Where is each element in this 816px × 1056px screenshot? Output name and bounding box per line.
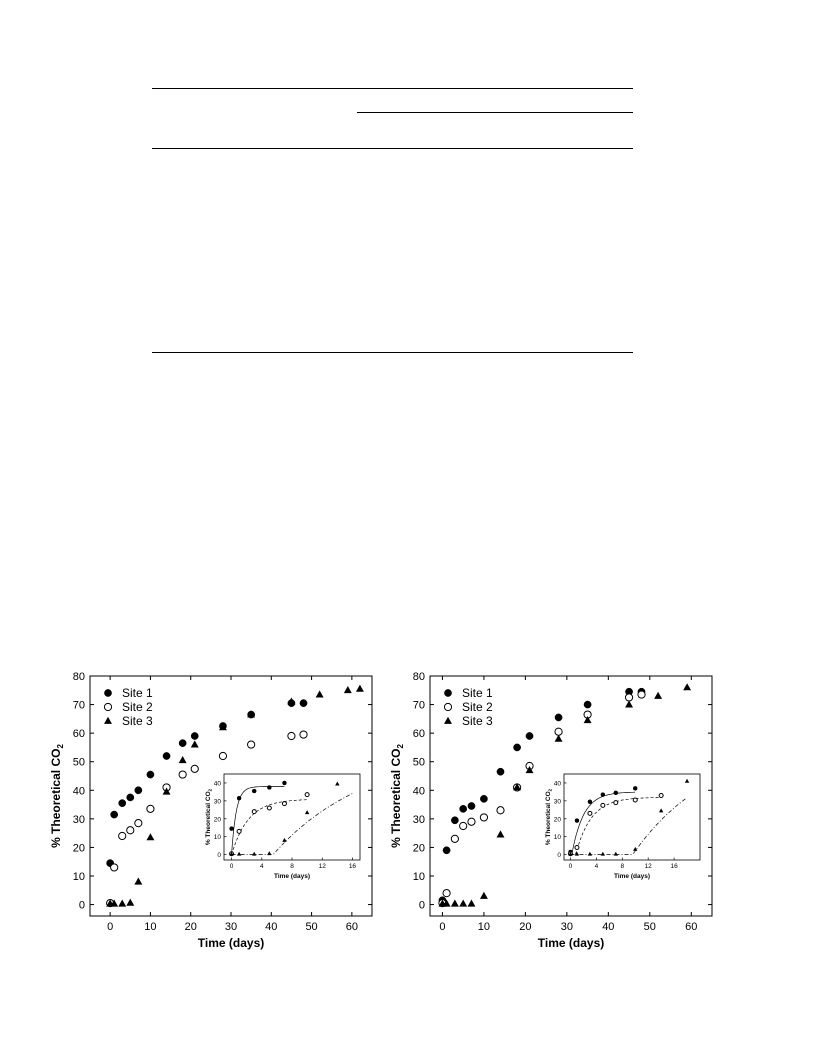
data-point (683, 683, 691, 690)
y-tick-label: 80 (412, 671, 425, 683)
data-point (555, 728, 562, 735)
x-tick-label: 10 (144, 921, 157, 933)
y-tick-label: 60 (412, 728, 425, 741)
data-point (179, 756, 187, 763)
y-tick-label: 50 (72, 756, 85, 769)
inset-data-point (252, 810, 256, 814)
inset-data-point (601, 793, 605, 797)
inset-x-tick-label: 12 (644, 863, 652, 870)
inset-frame (224, 774, 360, 860)
data-point (468, 818, 475, 825)
inset-y-tick-label: 10 (553, 834, 561, 842)
inset-data-point (267, 806, 271, 810)
data-point (248, 741, 255, 748)
inset-x-tick-label: 12 (318, 863, 326, 870)
data-point (111, 811, 118, 818)
data-point (638, 691, 645, 698)
legend-marker (104, 717, 112, 724)
legend-marker (444, 717, 452, 724)
legend-label: Site 2 (462, 700, 493, 714)
legend-marker (104, 689, 111, 696)
data-point (526, 732, 533, 739)
x-tick-label: 20 (519, 921, 532, 933)
y-tick-label: 30 (412, 813, 425, 826)
inset-x-axis-title: Time (days) (613, 873, 651, 880)
inset-x-tick-label: 8 (290, 863, 294, 870)
data-point (468, 802, 475, 809)
data-point (443, 847, 450, 854)
inset-y-axis-title: % Theoretical $CO_2$ (545, 788, 553, 846)
inset-data-point (575, 845, 579, 849)
data-point (555, 735, 563, 742)
data-point (119, 800, 126, 807)
inset-y-tick-label: 0 (217, 852, 221, 860)
legend-marker (104, 703, 111, 710)
legend-label: Site 3 (462, 714, 493, 728)
inset-data-point (633, 786, 637, 790)
data-point (127, 794, 134, 801)
x-tick-label: 40 (602, 921, 615, 933)
y-tick-label: 20 (412, 842, 425, 855)
data-point (163, 752, 170, 759)
y-tick-label: 50 (412, 756, 425, 769)
inset-y-tick-label: 40 (553, 780, 561, 788)
data-point (316, 690, 324, 697)
inset-y-axis-title: % Theoretical $CO_2$ (205, 788, 213, 846)
y-tick-label: 0 (418, 899, 425, 912)
inset-data-point (230, 827, 234, 831)
inset-data-point (237, 796, 241, 800)
inset-y-tick-label: 30 (553, 798, 561, 806)
x-tick-label: 60 (345, 921, 358, 933)
x-tick-label: 40 (265, 921, 278, 933)
x-tick-label: 20 (184, 921, 197, 933)
x-tick-label: 30 (560, 921, 573, 933)
data-point (191, 740, 199, 747)
y-tick-label: 10 (72, 871, 85, 883)
x-tick-label: 0 (439, 921, 446, 933)
data-point (179, 740, 186, 747)
table-top-rule (152, 88, 633, 89)
data-point (460, 805, 467, 812)
data-point (625, 694, 632, 701)
legend-label: Site 3 (122, 714, 153, 728)
data-point (288, 732, 295, 739)
data-point (118, 899, 126, 906)
inset-y-axis-title-subscript: 2 (547, 788, 553, 792)
data-point (497, 830, 505, 837)
data-point (480, 814, 487, 821)
inset-x-axis-title: Time (days) (273, 873, 311, 880)
legend (104, 686, 153, 728)
inset-x-tick-label: 16 (670, 863, 678, 870)
y-axis-title-subscript: 2 (396, 744, 405, 749)
legend (444, 686, 493, 728)
inset-y-tick-label: 0 (557, 852, 561, 860)
data-point (344, 686, 352, 693)
inset-x-tick-label: 16 (348, 863, 357, 870)
data-point (147, 771, 154, 778)
data-point (654, 692, 662, 699)
data-point (300, 700, 307, 707)
y-axis-title: % Theoretical $CO_2$ (49, 744, 65, 848)
data-point (480, 795, 487, 802)
data-point (513, 744, 520, 751)
table-bottom-rule (152, 352, 633, 353)
x-tick-label: 60 (685, 921, 698, 933)
chart-right (389, 660, 732, 950)
data-point (497, 807, 504, 814)
inset (205, 774, 360, 880)
inset-data-point (282, 802, 286, 806)
data-point (451, 835, 458, 842)
x-axis-title: Time (days) (197, 936, 265, 950)
y-tick-label: 10 (412, 871, 425, 883)
data-point (625, 700, 633, 707)
inset-y-tick-label: 10 (213, 834, 221, 842)
data-point (119, 832, 126, 839)
data-point (179, 771, 186, 778)
data-point (146, 833, 154, 840)
data-point (459, 899, 467, 906)
x-axis-title: Time (days) (537, 936, 605, 950)
data-point (111, 864, 118, 871)
inset-data-point (267, 785, 271, 789)
data-point (134, 877, 142, 884)
inset-data-point (305, 793, 309, 797)
inset-data-point (633, 798, 637, 802)
inset-x-tick-label: 8 (620, 863, 625, 870)
inset-x-tick-label: 0 (568, 863, 573, 870)
legend-label: Site 2 (122, 700, 153, 714)
data-point (451, 817, 458, 824)
y-tick-label: 70 (412, 699, 425, 712)
inset-frame (564, 774, 700, 860)
table-header-rule (152, 148, 633, 149)
x-tick-label: 50 (305, 921, 318, 933)
x-tick-label: 50 (643, 921, 656, 933)
inset-y-tick-label: 30 (213, 798, 221, 806)
y-axis-title: % Theoretical $CO_2$ (389, 744, 405, 848)
data-point (468, 899, 476, 906)
inset-data-point (601, 803, 605, 807)
inset-data-point (575, 819, 579, 823)
chart-left (49, 660, 392, 950)
legend-marker (444, 703, 451, 710)
y-axis-title-subscript: 2 (56, 744, 65, 749)
x-tick-label: 10 (477, 921, 491, 933)
legend-marker (444, 689, 451, 696)
table-subheader-rule (357, 112, 633, 113)
inset (545, 774, 700, 880)
inset-data-point (614, 791, 618, 795)
y-tick-label: 30 (72, 813, 85, 826)
x-tick-label: 0 (107, 921, 114, 933)
data-point (443, 890, 450, 897)
inset-data-point (252, 789, 256, 793)
data-point (300, 731, 307, 738)
inset-y-axis-title-subscript: 2 (207, 788, 213, 792)
data-point (497, 768, 504, 775)
data-point (555, 714, 562, 721)
y-tick-label: 60 (72, 728, 85, 741)
data-point (191, 765, 198, 772)
data-point (135, 787, 142, 794)
y-tick-label: 20 (72, 842, 85, 855)
inset-data-point (614, 801, 618, 805)
y-tick-label: 0 (78, 899, 85, 912)
y-tick-label: 40 (412, 785, 425, 798)
data-point (451, 899, 459, 906)
inset-y-tick-label: 20 (553, 816, 561, 824)
data-point (219, 752, 226, 759)
legend-label: Site 1 (122, 686, 153, 700)
data-point (126, 899, 134, 906)
inset-x-tick-label: 4 (594, 863, 599, 870)
data-point (356, 685, 364, 692)
inset-data-point (282, 781, 286, 785)
data-point (127, 827, 134, 834)
data-point (584, 701, 591, 708)
y-tick-label: 80 (72, 671, 85, 683)
data-point (191, 732, 198, 739)
y-tick-label: 40 (72, 785, 85, 798)
x-tick-label: 30 (224, 921, 238, 933)
y-tick-label: 70 (72, 699, 85, 712)
inset-data-point (237, 829, 241, 833)
inset-data-point (659, 794, 663, 798)
inset-y-tick-label: 40 (213, 780, 221, 788)
data-point (460, 822, 467, 829)
inset-y-tick-label: 20 (213, 816, 221, 824)
inset-x-tick-label: 0 (229, 863, 234, 870)
inset-data-point (588, 811, 592, 815)
legend-label: Site 1 (462, 686, 493, 700)
data-point (135, 820, 142, 827)
inset-x-tick-label: 4 (259, 863, 264, 870)
data-point (480, 892, 488, 899)
inset-data-point (588, 800, 592, 804)
data-point (147, 805, 154, 812)
